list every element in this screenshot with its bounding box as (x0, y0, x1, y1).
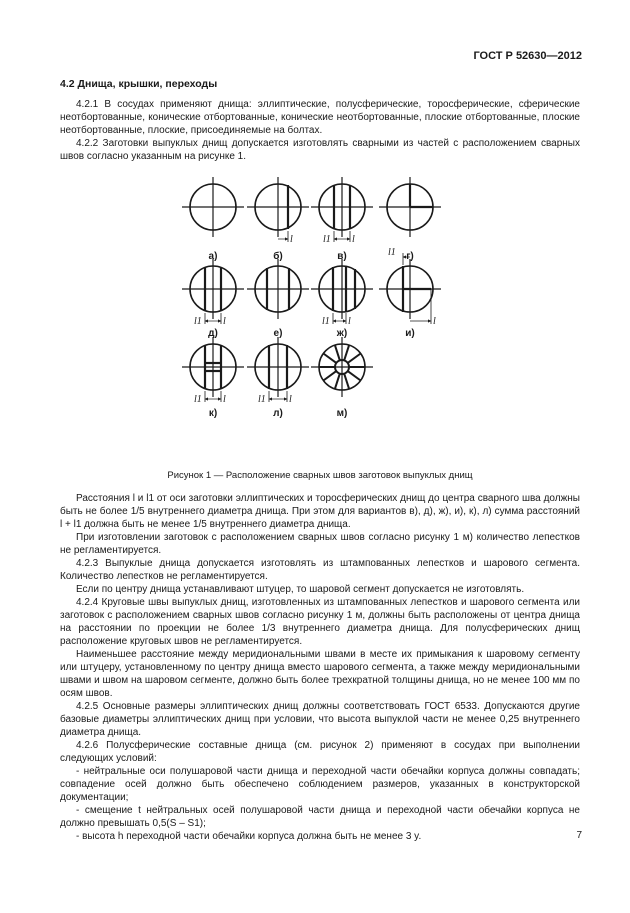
dim-l1-zh: l1 (322, 316, 330, 327)
dim-l-k: l (223, 394, 226, 405)
dim-l1-d: l1 (194, 316, 202, 327)
paragraph-4-2-2: 4.2.2 Заготовки выпуклых днищ допускается изготовлять сварными из частей с расположением сварных швов согласно указанным на рисунке 1. (60, 138, 580, 162)
paragraph-4-2-3: 4.2.3 Выпуклые днища допускается изготовлять из штампованных лепестков и шарового сегмента. Количество лепестков не регламентируется. (60, 558, 580, 582)
weld-seam-diagram (60, 169, 580, 469)
condition-2: - смещение t нейтральных осей полушаровой части днища и переходной части обечайки корпуса не должно превышать 0,5(S – S1); (60, 805, 580, 829)
dim-l1-l: l1 (258, 394, 266, 405)
label-variant-v: в) (337, 251, 347, 262)
label-variant-k: к) (208, 408, 218, 419)
paragraph-4-2-5: 4.2.5 Основные размеры эллиптических днищ должны соответствовать ГОСТ 6533. Допускаются другие базовые диаметры эллиптических днищ при условии, что высота выпуклой части не менее 0,25 внутреннего диаметра днища. (60, 701, 580, 738)
figure-1 (60, 169, 580, 469)
variant-d-diagram (182, 259, 244, 324)
label-variant-a: а) (208, 251, 218, 262)
variant-a-diagram (182, 177, 244, 237)
label-variant-d: д) (208, 328, 218, 339)
label-variant-b: б) (273, 251, 283, 262)
dim-l-d: l (223, 316, 226, 327)
variant-b-diagram (247, 177, 309, 242)
variant-zh-diagram (311, 259, 373, 324)
page-content (60, 78, 580, 843)
label-variant-m: м) (336, 408, 348, 419)
document-id: ГОСТ Р 52630—2012 (473, 50, 582, 62)
variant-e-diagram (247, 259, 309, 319)
dim-l-b: l (290, 234, 293, 245)
dim-l-l: l (289, 394, 292, 405)
dim-l-zh: l (348, 316, 351, 327)
label-variant-g: г) (406, 251, 414, 262)
paragraph-4-2-1: 4.2.1 В сосудах применяют днища: эллиптические, полусферические, торосферические, сферические неотбортованные, конические отбортованные, конические неотбортованные, плоские отбортованные, плоские неотбортованные, плоские, присоединяемые на болтах. (60, 99, 580, 136)
dim-l-i: l (433, 316, 436, 327)
paragraph-4-2-4: 4.2.4 Круговые швы выпуклых днищ, изготовленных из штампованных лепестков и шарового сегмента или заготовок с расположением сварных швов согласно рисунку 1 м, должны быть расположены от центра днища на расстоянии по проекции не более 1/3 внутреннего диаметра днища. Для полусферических днищ расположение круговых швов не регламентируется. (60, 597, 580, 647)
variant-g-diagram (379, 177, 441, 237)
label-variant-e: е) (273, 328, 283, 339)
dim-l1-v: l1 (323, 234, 331, 245)
dim-l-v: l (352, 234, 355, 245)
condition-1: - нейтральные оси полушаровой части днища и переходной части обечайки корпуса должны совпадать; совпадение осей должно быть обеспечено соблюдением размеров, указанных в конструкторской документации; (60, 766, 580, 803)
dim-l1-k: l1 (194, 394, 202, 405)
variant-v-diagram (311, 177, 373, 242)
paragraph-nozzle: Если по центру днища устанавливают штуцер, то шаровой сегмент допускается не изготовлять. (76, 584, 525, 595)
paragraph-4-2-6: 4.2.6 Полусферические составные днища (см. рисунок 2) применяют в сосудах при выполнении следующих условий: (60, 740, 580, 764)
dim-l1-i: l1 (388, 247, 396, 258)
section-title: 4.2 Днища, крышки, переходы (60, 78, 218, 90)
variant-l-diagram (247, 337, 309, 402)
variant-i-diagram (379, 253, 441, 324)
label-variant-i: и) (405, 328, 415, 339)
label-variant-zh: ж) (336, 328, 348, 339)
variant-k-diagram (182, 337, 244, 402)
figure-caption: Рисунок 1 — Расположение сварных швов заготовок выпуклых днищ (167, 470, 473, 481)
condition-3: - высота h переходной части обечайки корпуса должна быть не менее 3 y. (76, 831, 422, 842)
page-number: 7 (576, 830, 582, 841)
variant-m-diagram (311, 337, 373, 397)
paragraph-min-distance: Наименьшее расстояние между меридиональными швами в месте их примыкания к шаровому сегменту или штуцеру, установленному по центру днища вместо шарового сегмента, а также между меридиональными швами и швом на шаровом сегменте, должно быть более трехкратной толщины днища, но не менее 100 мм по осям швов. (60, 649, 580, 699)
paragraph-petals: При изготовлении заготовок с расположением сварных швов согласно рисунку 1 м) количество лепестков не регламентируется. (60, 532, 580, 556)
paragraph-distance: Расстояния l и l1 от оси заготовки эллиптических и торосферических днищ до центра сварного шва должны быть не более 1/5 внутреннего диаметра днища. При этом для вариантов в), д), ж), и), к), л) сумма расстояний l + l1 должна быть не менее 1/5 внутреннего диаметра днища. (60, 493, 580, 530)
label-variant-l: л) (273, 408, 283, 419)
